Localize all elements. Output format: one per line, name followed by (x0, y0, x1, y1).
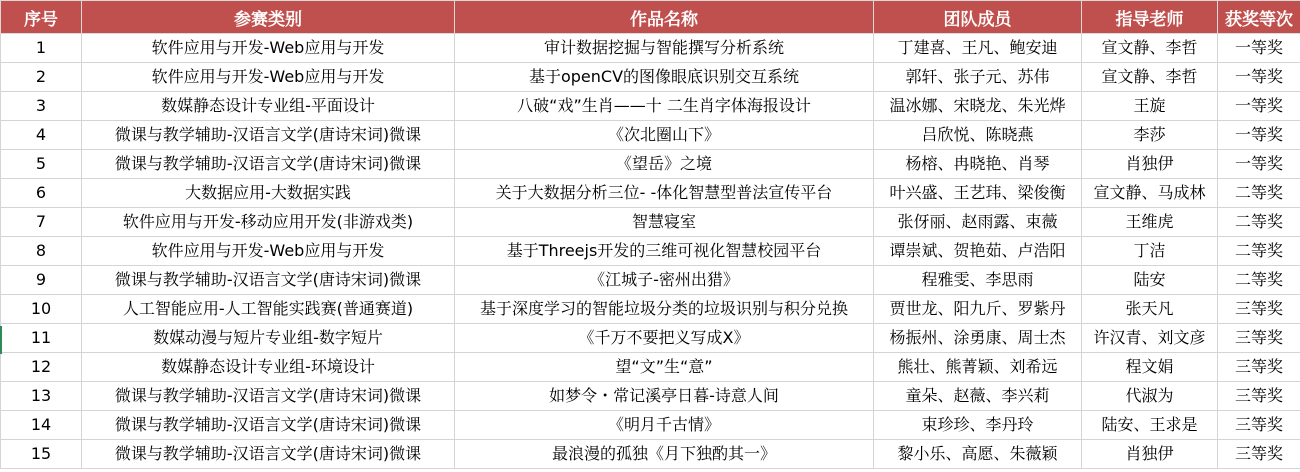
cell-work-title[interactable]: 如梦令・常记溪亭日暮-诗意人间 (455, 382, 874, 411)
cell-work-title[interactable]: 《千万不要把义写成X》 (455, 324, 874, 353)
table-row (1, 208, 1300, 237)
cell-index[interactable]: 4 (1, 121, 82, 150)
table-row (1, 92, 1300, 121)
cell-team-members[interactable]: 杨振州、涂勇康、周士杰 (874, 324, 1082, 353)
header-cell-category[interactable]: 参赛类别 (82, 1, 455, 34)
table-row (1, 121, 1300, 150)
cell-work-title[interactable]: 《明月千古情》 (455, 411, 874, 440)
header-row (1, 1, 1300, 34)
cell-category[interactable]: 微课与教学辅助-汉语言文学(唐诗宋词)微课 (82, 411, 455, 440)
table-row (1, 150, 1300, 179)
cell-award-level[interactable]: 二等奖 (1218, 179, 1300, 208)
cell-index[interactable]: 12 (1, 353, 82, 382)
cell-advisor[interactable]: 王维虎 (1082, 208, 1218, 237)
cell-award-level[interactable]: 二等奖 (1218, 208, 1300, 237)
cell-work-title[interactable]: 关于大数据分析三位- -体化智慧型普法宣传平台 (455, 179, 874, 208)
cell-advisor[interactable]: 宣文静、李哲 (1082, 34, 1218, 63)
cell-advisor[interactable]: 宣文静、李哲 (1082, 63, 1218, 92)
cell-advisor[interactable]: 陆安 (1082, 266, 1218, 295)
cell-advisor[interactable]: 张天凡 (1082, 295, 1218, 324)
cell-team-members[interactable]: 杨榕、冉晓艳、肖琴 (874, 150, 1082, 179)
cell-index[interactable]: 2 (1, 63, 82, 92)
cell-team-members[interactable]: 郭轩、张子元、苏伟 (874, 63, 1082, 92)
header-cell-team-members[interactable]: 团队成员 (874, 1, 1082, 34)
table-row (1, 382, 1300, 411)
cell-advisor[interactable]: 丁洁 (1082, 237, 1218, 266)
cell-category[interactable]: 数媒静态设计专业组-平面设计 (82, 92, 455, 121)
cell-work-title[interactable]: 智慧寝室 (455, 208, 874, 237)
cell-work-title[interactable]: 基于openCV的图像眼底识别交互系统 (455, 63, 874, 92)
cell-team-members[interactable]: 贾世龙、阳九斤、罗紫丹 (874, 295, 1082, 324)
cell-category[interactable]: 软件应用与开发-Web应用与开发 (82, 237, 455, 266)
cell-category[interactable]: 微课与教学辅助-汉语言文学(唐诗宋词)微课 (82, 150, 455, 179)
cell-index[interactable]: 3 (1, 92, 82, 121)
table-row (1, 179, 1300, 208)
table-row (1, 440, 1300, 469)
cell-team-members[interactable]: 熊壮、熊菁颖、刘希远 (874, 353, 1082, 382)
cell-advisor[interactable]: 代淑为 (1082, 382, 1218, 411)
cell-index[interactable]: 14 (1, 411, 82, 440)
cell-category[interactable]: 微课与教学辅助-汉语言文学(唐诗宋词)微课 (82, 440, 455, 469)
cell-work-title[interactable]: 八破“戏”生肖——十 二生肖字体海报设计 (455, 92, 874, 121)
cell-award-level[interactable]: 三等奖 (1218, 324, 1300, 353)
table-row (1, 63, 1300, 92)
cell-award-level[interactable]: 三等奖 (1218, 382, 1300, 411)
table-row (1, 353, 1300, 382)
header-cell-work-title[interactable]: 作品名称 (455, 1, 874, 34)
cell-advisor[interactable]: 肖独伊 (1082, 440, 1218, 469)
cell-work-title[interactable]: 《望岳》之境 (455, 150, 874, 179)
table-row (1, 237, 1300, 266)
cell-award-level[interactable]: 三等奖 (1218, 295, 1300, 324)
header-cell-award-level[interactable]: 获奖等次 (1218, 1, 1300, 34)
cell-category[interactable]: 微课与教学辅助-汉语言文学(唐诗宋词)微课 (82, 266, 455, 295)
cell-award-level[interactable]: 一等奖 (1218, 92, 1300, 121)
cell-advisor[interactable]: 许汉青、刘文彦 (1082, 324, 1218, 353)
header-cell-index[interactable]: 序号 (1, 1, 82, 34)
table-row (1, 34, 1300, 63)
cell-team-members[interactable]: 丁建喜、王凡、鲍安迪 (874, 34, 1082, 63)
cell-advisor[interactable]: 陆安、王求是 (1082, 411, 1218, 440)
cell-work-title[interactable]: 审计数据挖掘与智能撰写分析系统 (455, 34, 874, 63)
cell-index[interactable]: 7 (1, 208, 82, 237)
cell-advisor[interactable]: 肖独伊 (1082, 150, 1218, 179)
cell-team-members[interactable]: 黎小乐、高愿、朱薇颖 (874, 440, 1082, 469)
cell-category[interactable]: 微课与教学辅助-汉语言文学(唐诗宋词)微课 (82, 382, 455, 411)
cell-team-members[interactable]: 束珍珍、李丹玲 (874, 411, 1082, 440)
cell-team-members[interactable]: 谭崇斌、贺艳茹、卢浩阳 (874, 237, 1082, 266)
cell-award-level[interactable]: 二等奖 (1218, 266, 1300, 295)
cell-index[interactable]: 8 (1, 237, 82, 266)
table-row (1, 295, 1300, 324)
cell-team-members[interactable]: 童朵、赵薇、李兴莉 (874, 382, 1082, 411)
cell-award-level[interactable]: 一等奖 (1218, 121, 1300, 150)
cell-team-members[interactable]: 温冰娜、宋晓龙、朱光烨 (874, 92, 1082, 121)
cell-index[interactable]: 15 (1, 440, 82, 469)
cell-work-title[interactable]: 最浪漫的孤独《月下独酌其一》 (455, 440, 874, 469)
cell-advisor[interactable]: 李莎 (1082, 121, 1218, 150)
cell-advisor[interactable]: 宣文静、马成林 (1082, 179, 1218, 208)
cell-work-title[interactable]: 基于Threejs开发的三维可视化智慧校园平台 (455, 237, 874, 266)
cell-work-title[interactable]: 《次北圈山下》 (455, 121, 874, 150)
cell-category[interactable]: 数媒动漫与短片专业组-数字短片 (82, 324, 455, 353)
table-row (1, 324, 1300, 353)
table-body (1, 34, 1300, 469)
cell-category[interactable]: 软件应用与开发-Web应用与开发 (82, 63, 455, 92)
cell-award-level[interactable]: 一等奖 (1218, 150, 1300, 179)
cell-index[interactable]: 1 (1, 34, 82, 63)
cell-index[interactable]: 10 (1, 295, 82, 324)
cell-category[interactable]: 大数据应用-大数据实践 (82, 179, 455, 208)
cell-award-level[interactable]: 一等奖 (1218, 34, 1300, 63)
cell-work-title[interactable]: 望“文”生“意” (455, 353, 874, 382)
cell-category[interactable]: 微课与教学辅助-汉语言文学(唐诗宋词)微课 (82, 121, 455, 150)
cell-category[interactable]: 软件应用与开发-Web应用与开发 (82, 34, 455, 63)
table-row (1, 411, 1300, 440)
cell-index[interactable]: 6 (1, 179, 82, 208)
cell-index[interactable]: 11 (1, 324, 82, 353)
cell-advisor[interactable]: 王旋 (1082, 92, 1218, 121)
cell-award-level[interactable]: 二等奖 (1218, 237, 1300, 266)
cell-index[interactable]: 13 (1, 382, 82, 411)
cell-team-members[interactable]: 吕欣悦、陈晓燕 (874, 121, 1082, 150)
cell-category[interactable]: 软件应用与开发-移动应用开发(非游戏类) (82, 208, 455, 237)
cell-category[interactable]: 数媒静态设计专业组-环境设计 (82, 353, 455, 382)
cell-team-members[interactable]: 程雅雯、李思雨 (874, 266, 1082, 295)
header-cell-advisor[interactable]: 指导老师 (1082, 1, 1218, 34)
cell-work-title[interactable]: 基于深度学习的智能垃圾分类的垃圾识别与积分兑换 (455, 295, 874, 324)
cell-index[interactable]: 5 (1, 150, 82, 179)
cell-award-level[interactable]: 三等奖 (1218, 353, 1300, 382)
cell-award-level[interactable]: 一等奖 (1218, 63, 1300, 92)
cell-advisor[interactable]: 程文娟 (1082, 353, 1218, 382)
cell-work-title[interactable]: 《江城子-密州出猎》 (455, 266, 874, 295)
cell-award-level[interactable]: 三等奖 (1218, 411, 1300, 440)
cell-award-level[interactable]: 三等奖 (1218, 440, 1300, 469)
table-row (1, 266, 1300, 295)
cell-category[interactable]: 人工智能应用-人工智能实践赛(普通赛道) (82, 295, 455, 324)
row-marker (0, 326, 2, 354)
cell-team-members[interactable]: 叶兴盛、王艺玮、梁俊衡 (874, 179, 1082, 208)
cell-index[interactable]: 9 (1, 266, 82, 295)
cell-team-members[interactable]: 张伢丽、赵雨露、束薇 (874, 208, 1082, 237)
